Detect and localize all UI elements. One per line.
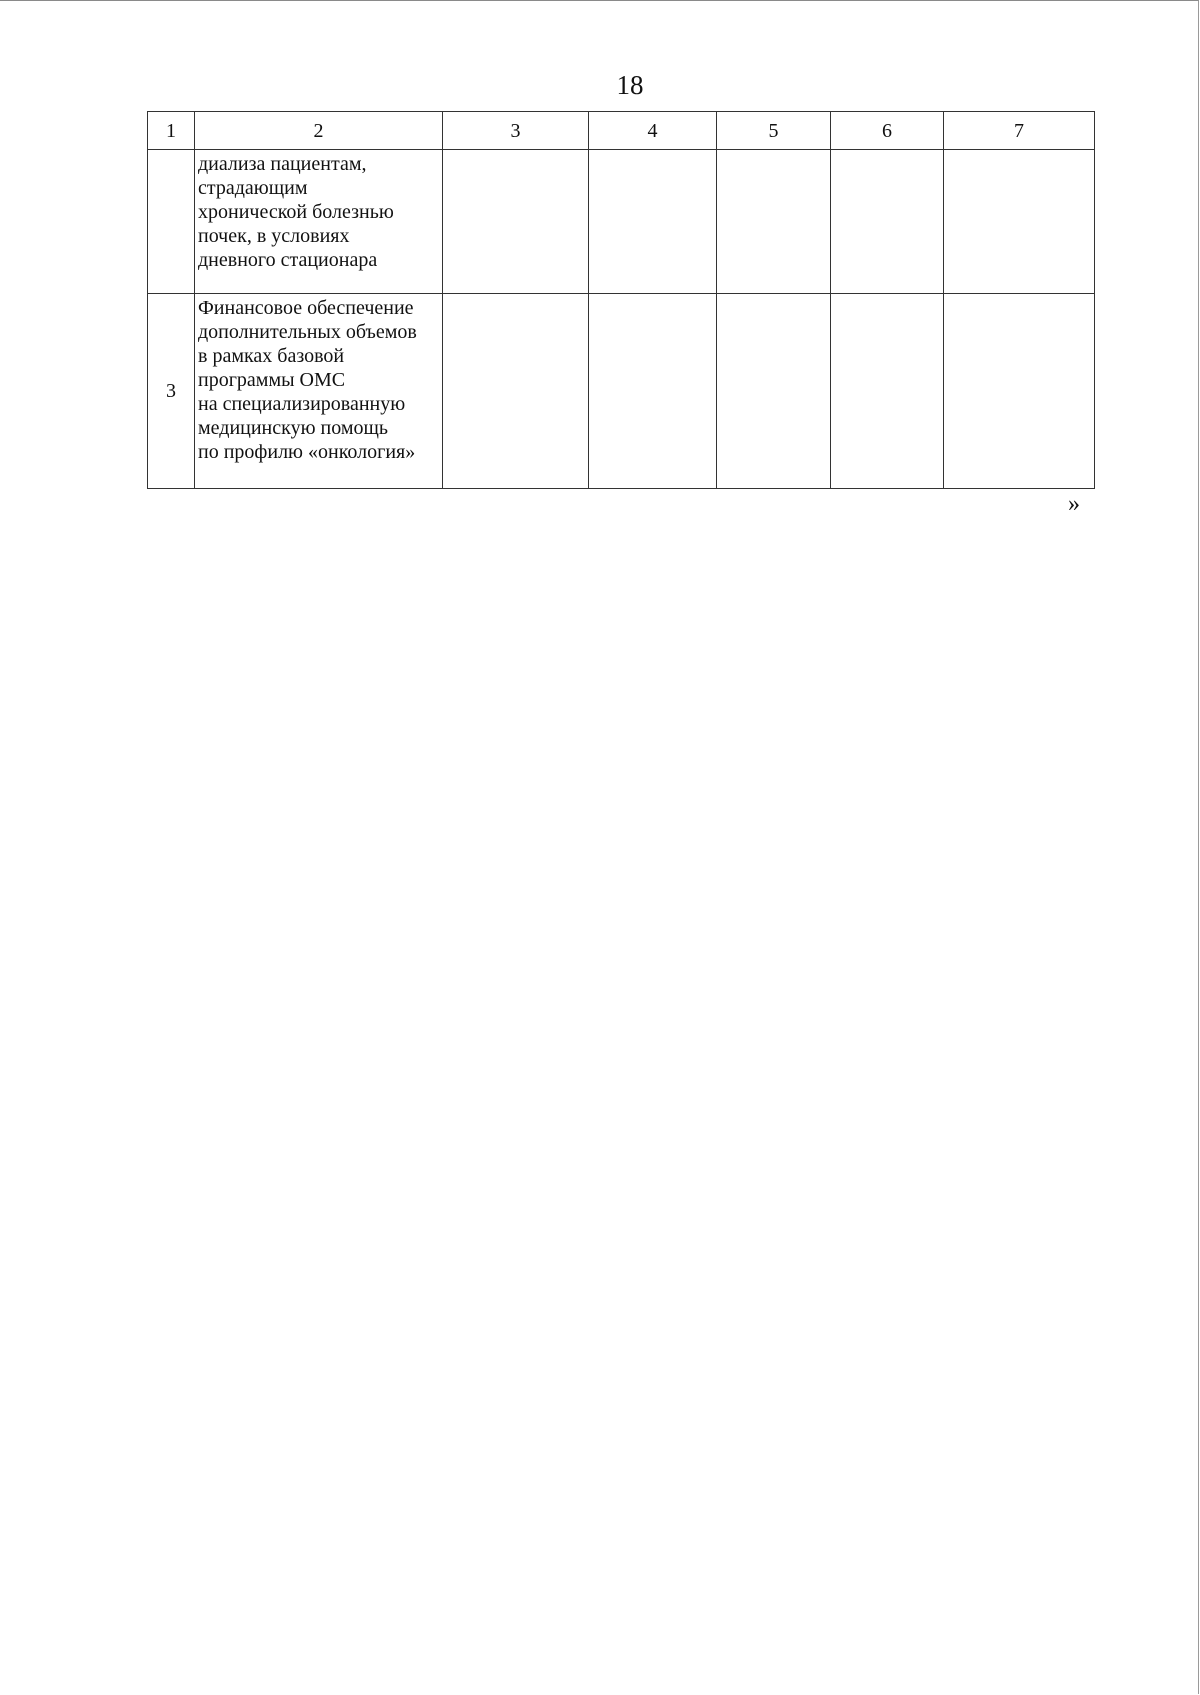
- page-number: 18: [616, 70, 644, 100]
- closing-quote: »: [1068, 491, 1080, 517]
- header-cell-5: 5: [717, 112, 831, 150]
- table-row: [148, 294, 1095, 489]
- description-line: почек, в условиях: [198, 225, 350, 247]
- header-cell-2: 2: [195, 112, 443, 150]
- cell-col-3: [443, 150, 589, 294]
- row-number-cell: 3: [148, 294, 195, 489]
- header-cell-6: 6: [831, 112, 944, 150]
- description-line: диализа пациентам,: [198, 153, 367, 175]
- cell-col-6: [831, 294, 944, 489]
- cell-col-5: [717, 150, 831, 294]
- header-cell-4: 4: [589, 112, 717, 150]
- table-header-row: [148, 112, 1095, 150]
- description-line: медицинскую помощь: [198, 417, 389, 439]
- cell-col-4: [589, 150, 717, 294]
- cell-col-4: [589, 294, 717, 489]
- row-number-cell: [148, 150, 195, 294]
- cell-col-6: [831, 150, 944, 294]
- header-cell-3: 3: [443, 112, 589, 150]
- description-line: в рамках базовой: [198, 345, 345, 367]
- description-line: Финансовое обеспечение: [198, 297, 414, 319]
- row-description-cell: [195, 150, 443, 294]
- description-line: по профилю «онкология»: [198, 441, 416, 463]
- header-cell-1: 1: [148, 112, 195, 150]
- header-cell-7: 7: [944, 112, 1095, 150]
- cell-col-7: [944, 150, 1095, 294]
- cell-col-3: [443, 294, 589, 489]
- description-line: программы ОМС: [198, 369, 346, 391]
- description-line: страдающим: [198, 177, 308, 199]
- description-line: хронической болезнью: [198, 201, 394, 223]
- cell-col-7: [944, 294, 1095, 489]
- description-line: на специализированную: [198, 393, 406, 415]
- description-line: дополнительных объемов: [198, 321, 417, 343]
- cell-col-5: [717, 294, 831, 489]
- description-line: дневного стационара: [198, 249, 378, 271]
- row-description-cell: [195, 294, 443, 489]
- table-row: [148, 150, 1095, 294]
- data-table: [147, 111, 1095, 489]
